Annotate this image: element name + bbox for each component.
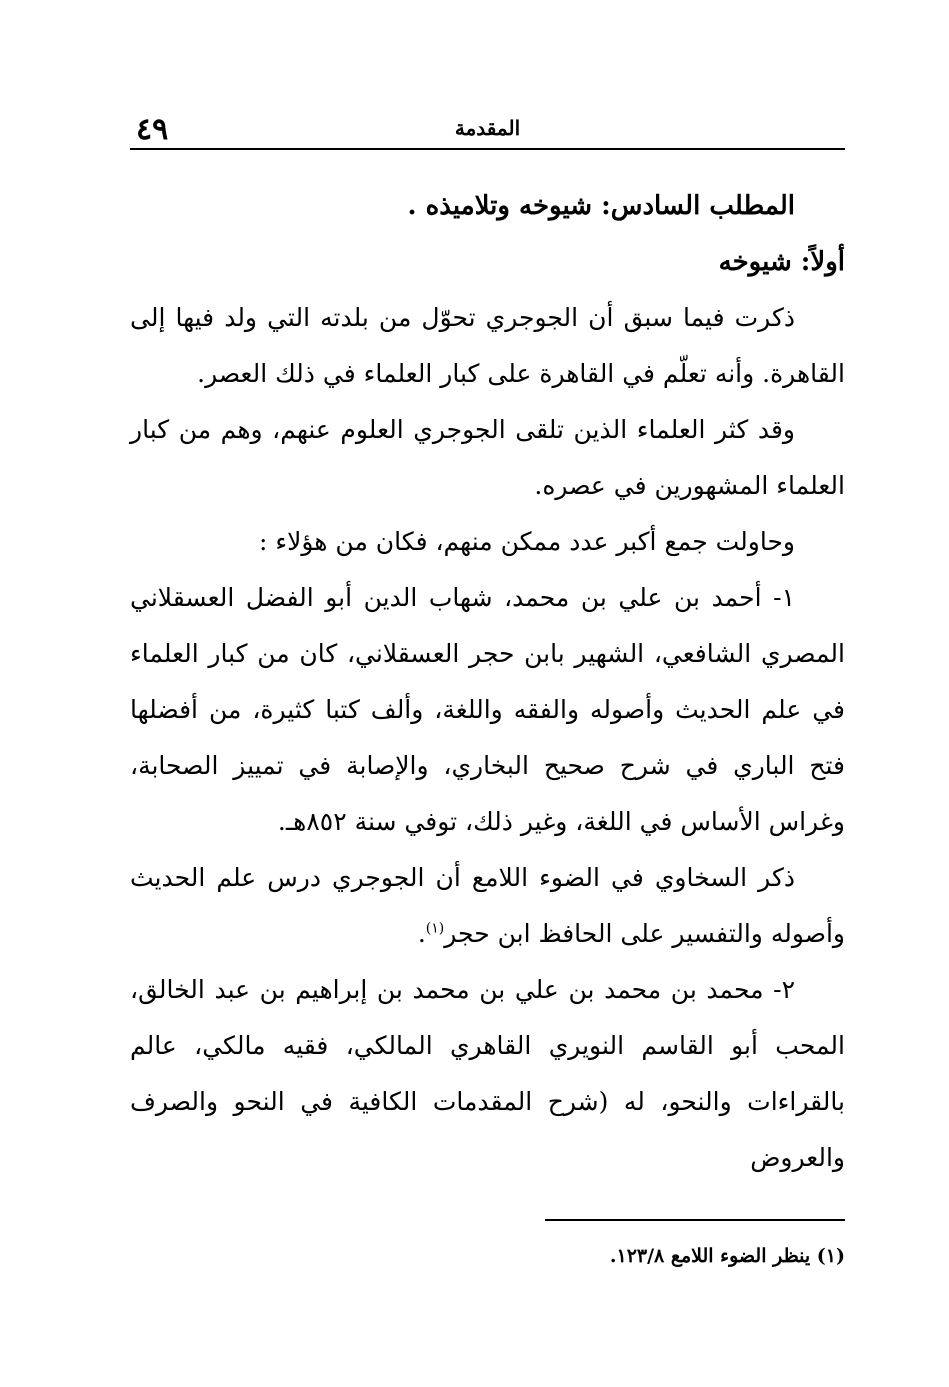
paragraph-5-text: ذكر السخاوي في الضوء اللامع أن الجوجري درس علم الحديث وأصوله والتفسير على الحافظ ابن حجر	[130, 863, 845, 948]
paragraph-2: وقد كثر العلماء الذين تلقى الجوجري العلوم عنهم، وهم من كبار العلماء المشهورين في عصره.	[130, 415, 845, 500]
footnote-rule	[545, 1219, 845, 1221]
paragraph-1: ذكرت فيما سبق أن الجوجري تحوّل من بلدته التي ولد فيها إلى القاهرة. وأنه تعلّم في القاهرة على كبار العلماء في ذلك العصر.	[130, 303, 845, 388]
page-header	[130, 112, 845, 152]
main-text	[130, 178, 845, 1186]
subsection-title: أولاً: شيوخه	[718, 247, 845, 277]
footnote-1: (١) ينظر الضوء اللامع ١٢٣/٨.	[609, 1245, 845, 1267]
paragraph-5	[130, 850, 845, 962]
footnote-reference[interactable]: (١)	[425, 920, 445, 937]
paragraph-3: وحاولت جمع أكبر عدد ممكن منهم، فكان من هؤلاء :	[258, 527, 795, 556]
page-number: ٤٩	[136, 112, 169, 147]
paragraph-5-end: .	[417, 919, 426, 948]
paragraph-6: ٢- محمد بن محمد بن علي بن محمد بن إبراهيم بن عبد الخالق، المحب أبو القاسم النويري القاهري المالكي، فقيه مالكي، عالم بالقراءات والنحو، له (شرح المقدمات الكافية في النحو والصرف والعروض	[130, 975, 845, 1172]
section-title: المطلب السادس: شيوخه وتلاميذه .	[407, 191, 795, 221]
paragraph-4: ١- أحمد بن علي بن محمد، شهاب الدين أبو الفضل العسقلاني المصري الشافعي، الشهير بابن حجر العسقلاني، كان من كبار العلماء في علم الحديث وأصوله والفقه واللغة، وألف كتبا كثيرة، من أفضلها فتح الباري في شرح صحيح البخاري، والإصابة في تمييز الصحابة، وغراس الأساس في اللغة، وغير ذلك، توفي سنة ٨٥٢هـ.	[130, 583, 845, 836]
header-rule	[130, 148, 845, 150]
running-title: المقدمة	[454, 116, 521, 140]
